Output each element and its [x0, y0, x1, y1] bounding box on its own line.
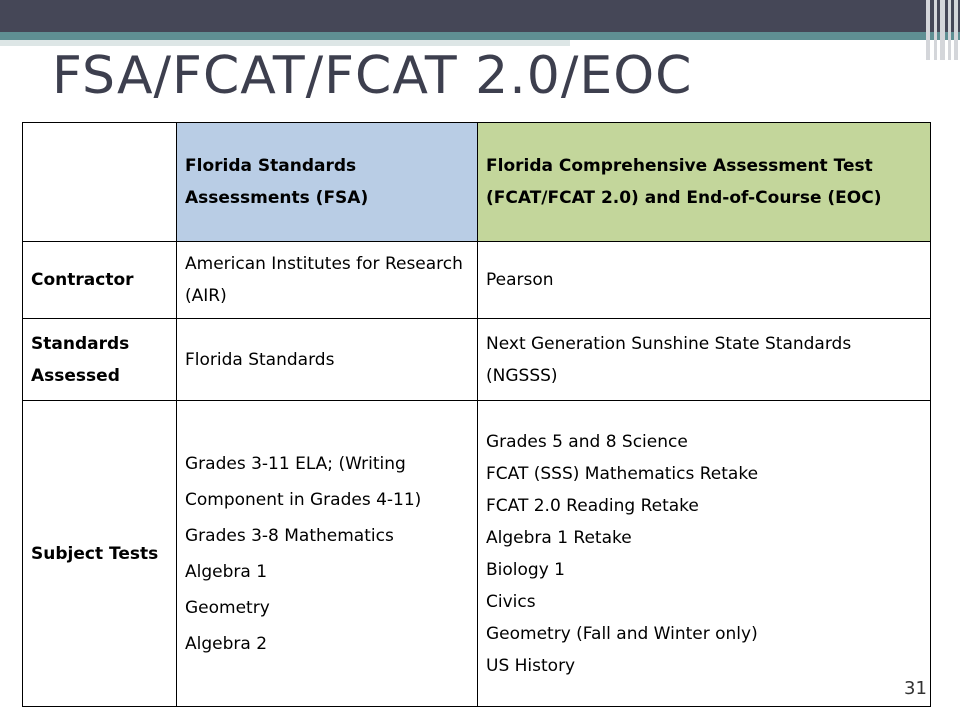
cell-fsa-standards: Florida Standards: [177, 319, 478, 401]
list-item: US History: [486, 655, 576, 676]
vertical-stripe-decoration: [940, 0, 945, 60]
list-item: Algebra 2: [185, 633, 268, 654]
list-item: Biology 1: [486, 559, 565, 580]
slide-title: FSA/FCAT/FCAT 2.0/EOC: [52, 46, 693, 106]
table-header-row: [23, 123, 931, 242]
vertical-stripe-decoration: [954, 0, 958, 60]
cell-fsa-contractor: American Institutes for Research (AIR): [177, 242, 478, 319]
cell-fcat-standards: Next Generation Sunshine State Standards (NGSSS): [478, 319, 931, 401]
table-row-contractor: [23, 242, 931, 319]
list-item: Algebra 1 Retake: [486, 527, 632, 548]
table-row-subjects: [23, 401, 931, 707]
cell-fsa-subjects: [177, 401, 478, 707]
row-label-subjects: Subject Tests: [23, 401, 177, 707]
row-label-contractor: Contractor: [23, 242, 177, 319]
cell-fcat-subjects: [478, 401, 931, 707]
list-item: Grades 5 and 8 Science: [486, 431, 688, 452]
list-item: FCAT (SSS) Mathematics Retake: [486, 463, 759, 484]
page-number: 31: [904, 678, 927, 699]
header-blank-cell: [23, 123, 177, 242]
header-fsa-cell: Florida Standards Assessments (FSA): [177, 123, 478, 242]
list-item: Grades 3-11 ELA; (Writing Component in Grades 4-11): [185, 453, 422, 510]
teal-bar-decoration: [0, 32, 960, 40]
list-item: Civics: [486, 591, 536, 612]
list-item: Algebra 1: [185, 561, 268, 582]
vertical-stripe-decoration: [934, 0, 937, 60]
list-item: Geometry: [185, 597, 270, 618]
list-item: Geometry (Fall and Winter only): [486, 623, 758, 644]
cell-fcat-contractor: Pearson: [478, 242, 931, 319]
list-item: FCAT 2.0 Reading Retake: [486, 495, 699, 516]
vertical-stripe-decoration: [948, 0, 951, 60]
header-fcat-cell: Florida Comprehensive Assessment Test (FCAT/FCAT 2.0) and End-of-Course (EOC): [478, 123, 931, 242]
list-item: Grades 3-8 Mathematics: [185, 525, 394, 546]
vertical-stripe-decoration: [926, 0, 930, 60]
top-bar-decoration: [0, 0, 960, 32]
row-label-standards: Standards Assessed: [23, 319, 177, 401]
table-row-standards: [23, 319, 931, 401]
comparison-table: [22, 122, 931, 707]
